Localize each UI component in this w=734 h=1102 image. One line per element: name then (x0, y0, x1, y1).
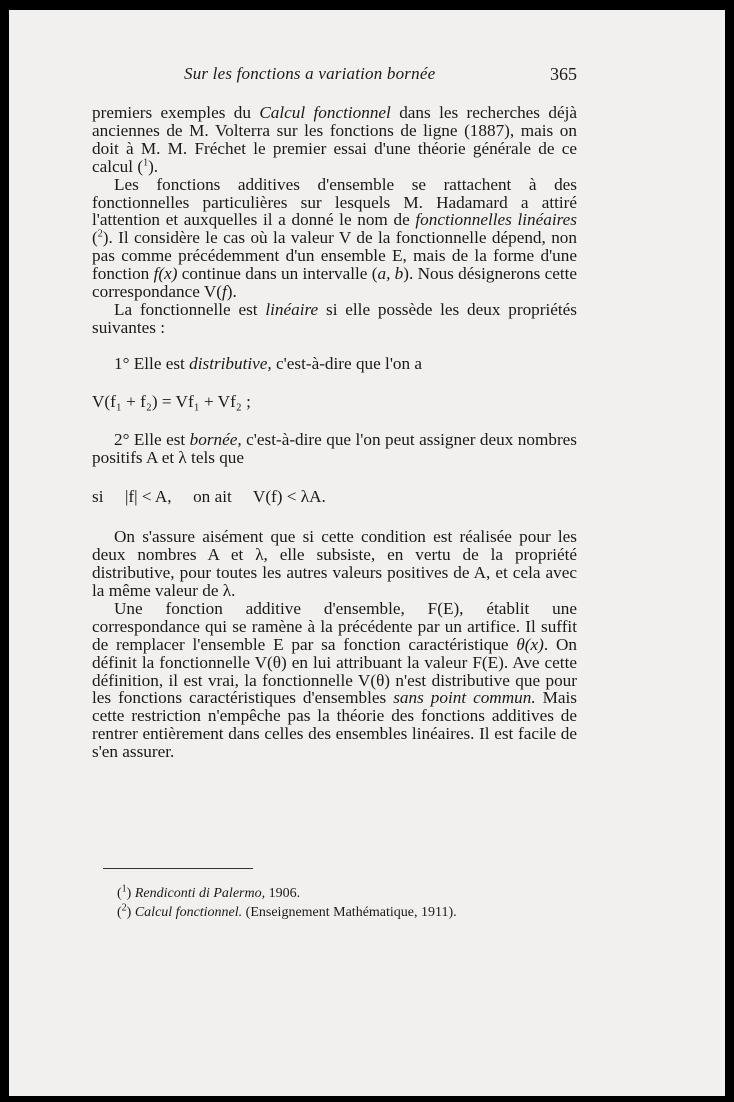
paragraph-1 (92, 104, 577, 176)
text-run: . On définit la fonctionnelle V(θ) en lui attribuant la valeur F(E). Ave cette définition, il est vrai, la fonctionnelle V(θ) n'est distributive que pour les fonctions caractéristiques d'ensembles (92, 634, 577, 708)
italic-run: θ(x) (516, 634, 544, 654)
footnote-2 (117, 903, 577, 922)
text-run: Mais cette restriction n'empêche pas la théorie des fonctions additives de rentrer entièrement dans celles des ensembles linéaires. Il est facile de s'en assurer. (92, 688, 577, 762)
running-title: Sur les fonctions a variation bornée (184, 64, 436, 83)
italic-run: distributive, (189, 353, 272, 373)
italic-run: Rendiconti di Palermo, (134, 886, 266, 901)
text-run: continue dans un intervalle ( (177, 264, 378, 284)
text-run: Les fonctions additives d'ensemble se rattachent à des fonctionnelles particulières sur lesquels M. Hadamard a attiré l'attention et auxquelles il a donné le nom de (92, 174, 577, 230)
formula-distributive: V(f₁ + f₂) = Vf₁ + Vf₂ ; (92, 391, 251, 411)
footnotes (117, 884, 577, 922)
italic-run: f(x) (153, 264, 178, 284)
page-number: 365 (550, 64, 577, 84)
text-run: ( (117, 886, 122, 901)
footnote-rule (103, 868, 253, 869)
page-header (92, 64, 577, 88)
text-run: ). Nous désignerons cette correspondance V( (92, 264, 578, 302)
italic-run: a, b (377, 264, 404, 284)
text-run: ). (226, 282, 237, 302)
formula-bornee: si |f| < A, on ait V(f) < λA. (92, 487, 326, 507)
text-run: Une fonction additive d'ensemble, F(E), établit une correspondance qui se ramène à la précédente par un artifice. Il suffit de remplacer l'ensemble E par sa fonction caractéristique (92, 598, 577, 654)
text-run: c'est-à-dire que l'on peut assigner deux nombres positifs A et λ tels que (92, 429, 577, 467)
footnote-1 (117, 884, 577, 903)
paragraph-distributive (92, 355, 577, 373)
text-run: (Enseignement Mathématique, 1911). (242, 905, 457, 920)
italic-run: sans point commun. (393, 688, 536, 708)
italic-run: bornée, (189, 429, 242, 449)
italic-run: fonctionnelles linéaires (415, 210, 577, 230)
italic-run: f (221, 282, 227, 302)
text-run: On s'assure aisément que si cette condition est réalisée pour les deux nombres A et λ, elle subsiste, en vertu de la propriété distributive, pour toutes les autres valeurs positives de A, et cela avec la même valeur de λ. (92, 527, 577, 601)
paragraph-3 (92, 301, 577, 337)
footnote-marker: 1 (143, 156, 149, 168)
text-run: 1906. (265, 886, 301, 901)
text-run: c'est-à-dire que l'on a (271, 353, 423, 373)
text-run: La fonctionnelle est (114, 299, 266, 319)
paragraph-bornee (92, 431, 577, 467)
body-text (92, 104, 577, 761)
text-run: ( (117, 905, 122, 920)
text-run: ) (126, 886, 135, 901)
paragraph-7 (92, 600, 577, 761)
text-run: 1° Elle est (114, 353, 190, 373)
text-run: si elle possède les deux propriétés suivantes : (92, 299, 577, 337)
text-run: ) (126, 905, 135, 920)
text-run: ). Il considère le cas où la valeur V de la fonctionnelle dépend, non pas comme précédemment d'un ensemble E, mais de la forme d'une fonction (92, 228, 577, 284)
italic-run: Calcul fonctionnel (259, 103, 391, 122)
italic-run: Calcul fonctionnel. (134, 905, 243, 920)
text-run: 2° Elle est (114, 429, 190, 449)
text-run: ( (92, 228, 98, 248)
footnote-marker: 1 (121, 883, 127, 895)
text-run: ). (148, 156, 159, 176)
footnote-marker: 2 (121, 902, 127, 914)
paragraph-2 (92, 176, 577, 301)
footnote-marker: 2 (97, 228, 103, 240)
text-run: premiers exemples du (92, 103, 260, 122)
text-run: dans les recherches déjà anciennes de M. Volterra sur les fonctions de ligne (1887), mais on doit à M. M. Fréchet le premier essai d'une théorie générale de ce calcul ( (92, 103, 577, 176)
italic-run: linéaire (265, 299, 319, 319)
scanned-page (9, 10, 725, 1096)
paragraph-6 (92, 528, 577, 600)
